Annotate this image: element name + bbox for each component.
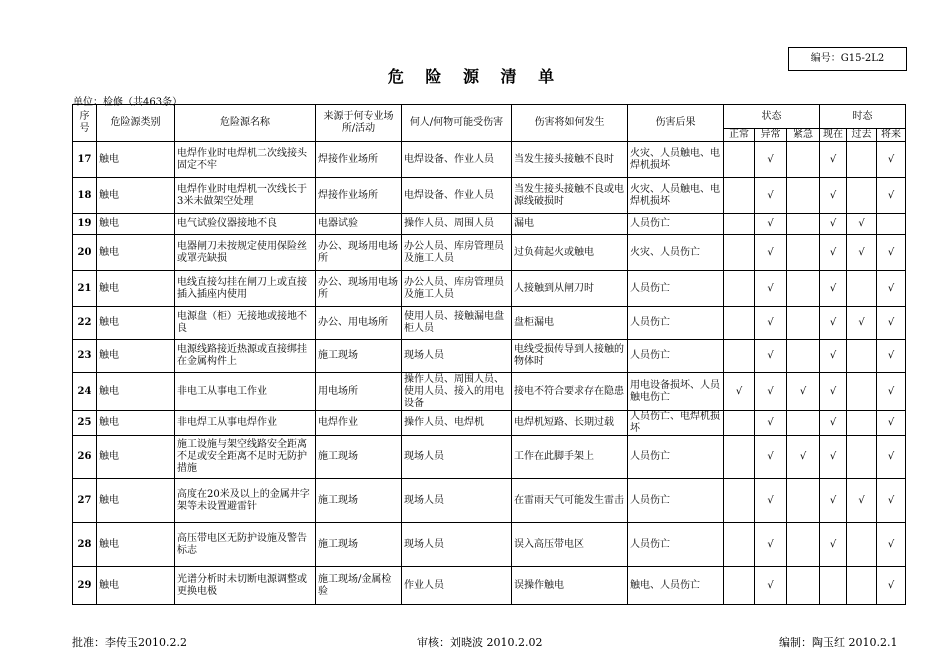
row-hazard-name: 电线直接勾挂在闸刀上或直接插入插座内使用 [175, 271, 316, 307]
row-consequence: 火灾、人员触电、电焊机损坏 [628, 142, 724, 178]
row-tense-mark: √ [820, 340, 847, 373]
hazard-table-body [73, 142, 906, 605]
footer-approve: 批准：李传玉2010.2.2 [72, 636, 187, 649]
header-who: 何人/何物可能受伤害 [402, 105, 512, 142]
row-state-mark [787, 271, 820, 307]
row-state-mark: √ [755, 307, 787, 340]
footer-review: 审核：刘晓波 2010.2.02 [417, 636, 543, 649]
header-state: 状态 [724, 105, 820, 129]
row-category: 触电 [97, 436, 175, 479]
row-hazard-name: 电源盘（柜）无接地或接地不良 [175, 307, 316, 340]
table-row [73, 411, 906, 436]
row-tense-mark: √ [820, 523, 847, 567]
row-state-mark [724, 142, 755, 178]
row-number: 20 [73, 235, 97, 271]
footer-compile: 编制：陶玉红 2010.2.1 [779, 636, 898, 649]
row-category: 触电 [97, 523, 175, 567]
row-state-mark: √ [787, 436, 820, 479]
row-state-mark [724, 235, 755, 271]
table-row [73, 235, 906, 271]
row-consequence: 火灾、人员触电、电焊机损坏 [628, 178, 724, 214]
row-hazard-name: 高压带电区无防护设施及警告标志 [175, 523, 316, 567]
row-state-mark [724, 479, 755, 523]
header-category: 危险源类别 [97, 105, 175, 142]
row-state-mark [724, 567, 755, 605]
row-consequence: 人员伤亡 [628, 307, 724, 340]
table-row [73, 142, 906, 178]
row-hazard-name: 电器闸刀未按规定使用保险丝或罩壳缺损 [175, 235, 316, 271]
row-state-mark [724, 214, 755, 235]
row-state-mark [787, 479, 820, 523]
row-tense-mark: √ [820, 373, 847, 411]
row-how: 当发生接头接触不良或电源线破损时 [512, 178, 628, 214]
row-tense-mark: √ [847, 235, 877, 271]
row-affected: 现场人员 [402, 340, 512, 373]
row-state-mark: √ [724, 373, 755, 411]
row-affected: 操作人员、周围人员 [402, 214, 512, 235]
row-state-mark [787, 142, 820, 178]
row-category: 触电 [97, 214, 175, 235]
row-consequence: 人员伤亡 [628, 340, 724, 373]
row-source: 电器试验 [316, 214, 402, 235]
table-row [73, 567, 906, 605]
document-code: 编号：G15-2L2 [788, 47, 907, 71]
row-tense-mark: √ [820, 436, 847, 479]
row-state-mark [787, 523, 820, 567]
row-state-mark: √ [755, 436, 787, 479]
row-state-mark [787, 567, 820, 605]
header-present: 现在 [820, 129, 847, 142]
row-hazard-name: 电焊作业时电焊机二次线接头固定不牢 [175, 142, 316, 178]
row-hazard-name: 电源线路接近热源或直接绑挂在金属构件上 [175, 340, 316, 373]
header-emergency: 紧急 [787, 129, 820, 142]
row-source: 施工现场 [316, 479, 402, 523]
row-state-mark: √ [755, 373, 787, 411]
row-tense-mark: √ [820, 178, 847, 214]
row-how: 当发生接头接触不良时 [512, 142, 628, 178]
table-row [73, 523, 906, 567]
row-state-mark [724, 411, 755, 436]
table-row [73, 436, 906, 479]
row-state-mark: √ [755, 340, 787, 373]
row-how: 漏电 [512, 214, 628, 235]
row-category: 触电 [97, 411, 175, 436]
row-tense-mark [847, 178, 877, 214]
row-how: 工作在此脚手架上 [512, 436, 628, 479]
table-row [73, 271, 906, 307]
row-source: 焊接作业场所 [316, 178, 402, 214]
row-source: 施工现场/金属检验 [316, 567, 402, 605]
row-tense-mark: √ [877, 373, 906, 411]
row-tense-mark: √ [877, 142, 906, 178]
row-state-mark: √ [755, 411, 787, 436]
row-number: 23 [73, 340, 97, 373]
header-tense: 时态 [820, 105, 906, 129]
row-category: 触电 [97, 340, 175, 373]
row-category: 触电 [97, 307, 175, 340]
row-tense-mark [847, 142, 877, 178]
row-state-mark: √ [755, 567, 787, 605]
row-source: 办公、现场用电场所 [316, 271, 402, 307]
row-consequence: 火灾、人员伤亡 [628, 235, 724, 271]
row-number: 22 [73, 307, 97, 340]
row-state-mark: √ [755, 178, 787, 214]
row-affected: 电焊设备、作业人员 [402, 178, 512, 214]
row-number: 17 [73, 142, 97, 178]
row-tense-mark: √ [877, 411, 906, 436]
header-normal: 正常 [724, 129, 755, 142]
row-tense-mark: √ [847, 479, 877, 523]
row-tense-mark: √ [820, 271, 847, 307]
row-hazard-name: 电气试验仪器接地不良 [175, 214, 316, 235]
row-state-mark [787, 178, 820, 214]
row-state-mark [724, 178, 755, 214]
row-category: 触电 [97, 271, 175, 307]
header-future: 将来 [877, 129, 906, 142]
table-row [73, 373, 906, 411]
row-affected: 电焊设备、作业人员 [402, 142, 512, 178]
row-source: 施工现场 [316, 340, 402, 373]
row-source: 用电场所 [316, 373, 402, 411]
row-hazard-name: 非电工从事电工作业 [175, 373, 316, 411]
row-affected: 现场人员 [402, 436, 512, 479]
row-tense-mark: √ [877, 178, 906, 214]
row-state-mark: √ [755, 271, 787, 307]
table-row [73, 178, 906, 214]
row-how: 盘柜漏电 [512, 307, 628, 340]
row-tense-mark: √ [877, 523, 906, 567]
row-how: 电焊机短路、长期过载 [512, 411, 628, 436]
row-source: 电焊作业 [316, 411, 402, 436]
row-how: 电线受损传导到人接触的物体时 [512, 340, 628, 373]
header-how: 伤害将如何发生 [512, 105, 628, 142]
row-tense-mark [847, 411, 877, 436]
row-tense-mark: √ [877, 567, 906, 605]
row-how: 误操作触电 [512, 567, 628, 605]
row-tense-mark [877, 214, 906, 235]
row-affected: 现场人员 [402, 479, 512, 523]
row-tense-mark [847, 523, 877, 567]
row-category: 触电 [97, 142, 175, 178]
row-state-mark [724, 436, 755, 479]
row-number: 21 [73, 271, 97, 307]
row-affected: 操作人员、周围人员、使用人员、接入的用电设备 [402, 373, 512, 411]
row-number: 29 [73, 567, 97, 605]
row-consequence: 人员伤亡、电焊机损坏 [628, 411, 724, 436]
row-tense-mark: √ [877, 235, 906, 271]
row-how: 人接触到从闸刀时 [512, 271, 628, 307]
row-tense-mark: √ [820, 235, 847, 271]
row-tense-mark: √ [847, 214, 877, 235]
row-consequence: 人员伤亡 [628, 479, 724, 523]
row-hazard-name: 非电焊工从事电焊作业 [175, 411, 316, 436]
row-tense-mark: √ [877, 340, 906, 373]
table-row [73, 214, 906, 235]
row-state-mark: √ [787, 373, 820, 411]
row-source: 施工现场 [316, 523, 402, 567]
row-tense-mark: √ [820, 479, 847, 523]
header-abnormal: 异常 [755, 129, 787, 142]
row-affected: 办公人员、库房管理员及施工人员 [402, 235, 512, 271]
hazard-table [72, 104, 906, 605]
row-hazard-name: 高度在20米及以上的金属井字架等未设置避雷针 [175, 479, 316, 523]
row-consequence: 人员伤亡 [628, 436, 724, 479]
row-tense-mark: √ [877, 436, 906, 479]
row-category: 触电 [97, 178, 175, 214]
row-how: 误入高压带电区 [512, 523, 628, 567]
row-source: 办公、用电场所 [316, 307, 402, 340]
row-number: 18 [73, 178, 97, 214]
row-number: 26 [73, 436, 97, 479]
row-tense-mark [847, 436, 877, 479]
row-hazard-name: 电焊作业时电焊机一次线长于3米未做架空处理 [175, 178, 316, 214]
row-state-mark [787, 411, 820, 436]
header-past: 过去 [847, 129, 877, 142]
row-hazard-name: 施工设施与架空线路安全距离不足或安全距离不足时无防护措施 [175, 436, 316, 479]
row-state-mark [787, 214, 820, 235]
row-tense-mark: √ [820, 307, 847, 340]
header-source: 来源于何专业场所/活动 [316, 105, 402, 142]
row-tense-mark: √ [847, 307, 877, 340]
row-state-mark: √ [755, 235, 787, 271]
row-affected: 操作人员、电焊机 [402, 411, 512, 436]
row-source: 焊接作业场所 [316, 142, 402, 178]
row-number: 19 [73, 214, 97, 235]
row-number: 25 [73, 411, 97, 436]
row-tense-mark: √ [820, 411, 847, 436]
row-consequence: 触电、人员伤亡 [628, 567, 724, 605]
row-category: 触电 [97, 235, 175, 271]
header-seq: 序号 [73, 105, 97, 142]
row-state-mark [724, 523, 755, 567]
row-state-mark: √ [755, 523, 787, 567]
row-number: 28 [73, 523, 97, 567]
table-row [73, 307, 906, 340]
row-tense-mark [847, 567, 877, 605]
row-consequence: 人员伤亡 [628, 271, 724, 307]
row-tense-mark: √ [877, 271, 906, 307]
row-consequence: 人员伤亡 [628, 214, 724, 235]
row-state-mark [787, 340, 820, 373]
row-affected: 使用人员、接触漏电盘柜人员 [402, 307, 512, 340]
row-tense-mark [847, 271, 877, 307]
row-affected: 现场人员 [402, 523, 512, 567]
row-source: 施工现场 [316, 436, 402, 479]
row-tense-mark: √ [820, 214, 847, 235]
row-affected: 作业人员 [402, 567, 512, 605]
row-number: 24 [73, 373, 97, 411]
row-state-mark [724, 271, 755, 307]
header-name: 危险源名称 [175, 105, 316, 142]
row-tense-mark: √ [877, 307, 906, 340]
row-state-mark [787, 307, 820, 340]
row-tense-mark [847, 373, 877, 411]
row-number: 27 [73, 479, 97, 523]
row-how: 过负荷起火或触电 [512, 235, 628, 271]
row-consequence: 用电设备损坏、人员触电伤亡 [628, 373, 724, 411]
row-tense-mark [847, 340, 877, 373]
row-state-mark: √ [755, 479, 787, 523]
table-row [73, 479, 906, 523]
row-how: 接电不符合要求存在隐患 [512, 373, 628, 411]
row-affected: 办公人员、库房管理员及施工人员 [402, 271, 512, 307]
row-category: 触电 [97, 479, 175, 523]
row-source: 办公、现场用电场所 [316, 235, 402, 271]
page-title: 危 险 源 清 单 [387, 67, 563, 86]
row-state-mark: √ [755, 142, 787, 178]
row-state-mark [724, 307, 755, 340]
row-tense-mark [820, 567, 847, 605]
row-state-mark: √ [755, 214, 787, 235]
header-consequence: 伤害后果 [628, 105, 724, 142]
row-category: 触电 [97, 567, 175, 605]
row-tense-mark: √ [877, 479, 906, 523]
unit-label: 单位：检修（共463条） [73, 97, 183, 108]
row-state-mark [787, 235, 820, 271]
row-category: 触电 [97, 373, 175, 411]
table-row [73, 340, 906, 373]
row-state-mark [724, 340, 755, 373]
row-how: 在雷雨天气可能发生雷击 [512, 479, 628, 523]
row-hazard-name: 光谱分析时未切断电源调整或更换电极 [175, 567, 316, 605]
row-consequence: 人员伤亡 [628, 523, 724, 567]
row-tense-mark: √ [820, 142, 847, 178]
